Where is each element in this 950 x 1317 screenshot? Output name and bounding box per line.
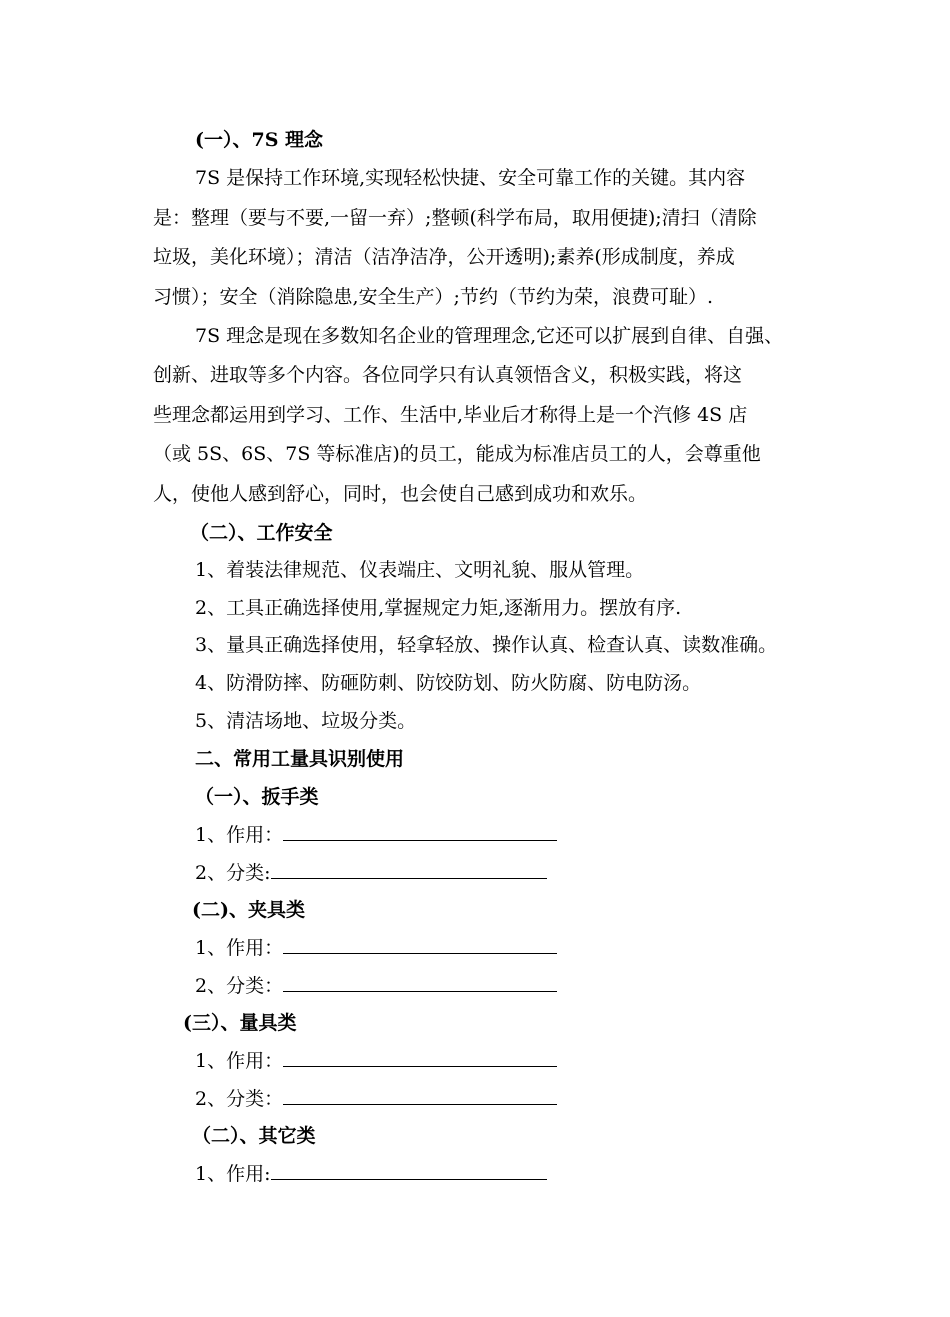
field-label: 1、作用： xyxy=(195,1050,284,1072)
fill-in-row xyxy=(195,973,557,998)
paragraph-line: 是：整理（要与不要,一留一弃）;整顿(科学布局，取用便捷);清扫（清除 xyxy=(153,207,757,229)
group-heading-gauge: (三）、量具类 xyxy=(183,1012,297,1034)
field-label: 1、作用： xyxy=(195,824,284,846)
list-item: 1、着装法律规范、仪表端庄、文明礼貌、服从管理。 xyxy=(195,559,645,581)
answer-blank[interactable] xyxy=(283,822,557,841)
field-label: 1、作用: xyxy=(195,1163,271,1185)
answer-blank[interactable] xyxy=(271,1161,547,1180)
list-item: 5、清洁场地、垃圾分类。 xyxy=(195,710,417,732)
paragraph-line: 垃圾，美化环境）；清洁（洁净洁净，公开透明);素养(形成制度，养成 xyxy=(153,246,735,268)
part-heading-tools: 二、常用工量具识别使用 xyxy=(195,748,405,770)
group-heading-clamp: (二)、夹具类 xyxy=(192,899,305,921)
fill-in-row xyxy=(195,822,557,847)
group-heading-wrench: （一）、扳手类 xyxy=(195,786,319,808)
answer-blank[interactable] xyxy=(271,860,547,879)
fill-in-row xyxy=(195,1161,547,1186)
field-label: 2、分类： xyxy=(195,975,284,997)
field-label: 1、作用： xyxy=(195,937,284,959)
fill-in-row xyxy=(195,1048,557,1073)
list-item: 2、工具正确选择使用,掌握规定力矩,逐渐用力。摆放有序. xyxy=(195,597,682,619)
list-item: 3、量具正确选择使用，轻拿轻放、操作认真、检查认真、读数准确。 xyxy=(195,634,778,656)
group-heading-other: （二）、其它类 xyxy=(192,1125,316,1147)
field-label: 2、分类： xyxy=(195,1088,284,1110)
field-label: 2、分类: xyxy=(195,862,271,884)
section-heading-safety: （二）、工作安全 xyxy=(190,522,333,544)
answer-blank[interactable] xyxy=(283,1086,557,1105)
fill-in-row xyxy=(195,1086,557,1111)
paragraph-line: 7S 理念是现在多数知名企业的管理理念,它还可以扩展到自律、自强、 xyxy=(195,325,784,347)
paragraph-line: 人，使他人感到舒心，同时，也会使自己感到成功和欢乐。 xyxy=(153,483,648,505)
fill-in-row xyxy=(195,860,547,885)
answer-blank[interactable] xyxy=(283,973,557,992)
fill-in-row xyxy=(195,935,557,960)
section-heading-7s: (一）、7S 理念 xyxy=(195,129,324,151)
paragraph-line: 些理念都运用到学习、工作、生活中,毕业后才称得上是一个汽修 4S 店 xyxy=(153,404,748,426)
answer-blank[interactable] xyxy=(283,935,557,954)
answer-blank[interactable] xyxy=(283,1048,557,1067)
paragraph-line: 创新、进取等多个内容。各位同学只有认真领悟含义，积极实践，将这 xyxy=(153,364,743,386)
paragraph-line: 习惯）；安全（消除隐患,安全生产）;节约（节约为荣，浪费可耻）. xyxy=(153,286,713,308)
paragraph-line: （或 5S、6S、7S 等标准店)的员工，能成为标准店员工的人，会尊重他 xyxy=(153,443,761,465)
list-item: 4、防滑防摔、防砸防刺、防饺防划、防火防腐、防电防汤。 xyxy=(195,672,702,694)
paragraph-line: 7S 是保持工作环境,实现轻松快捷、安全可靠工作的关键。其内容 xyxy=(195,167,746,189)
